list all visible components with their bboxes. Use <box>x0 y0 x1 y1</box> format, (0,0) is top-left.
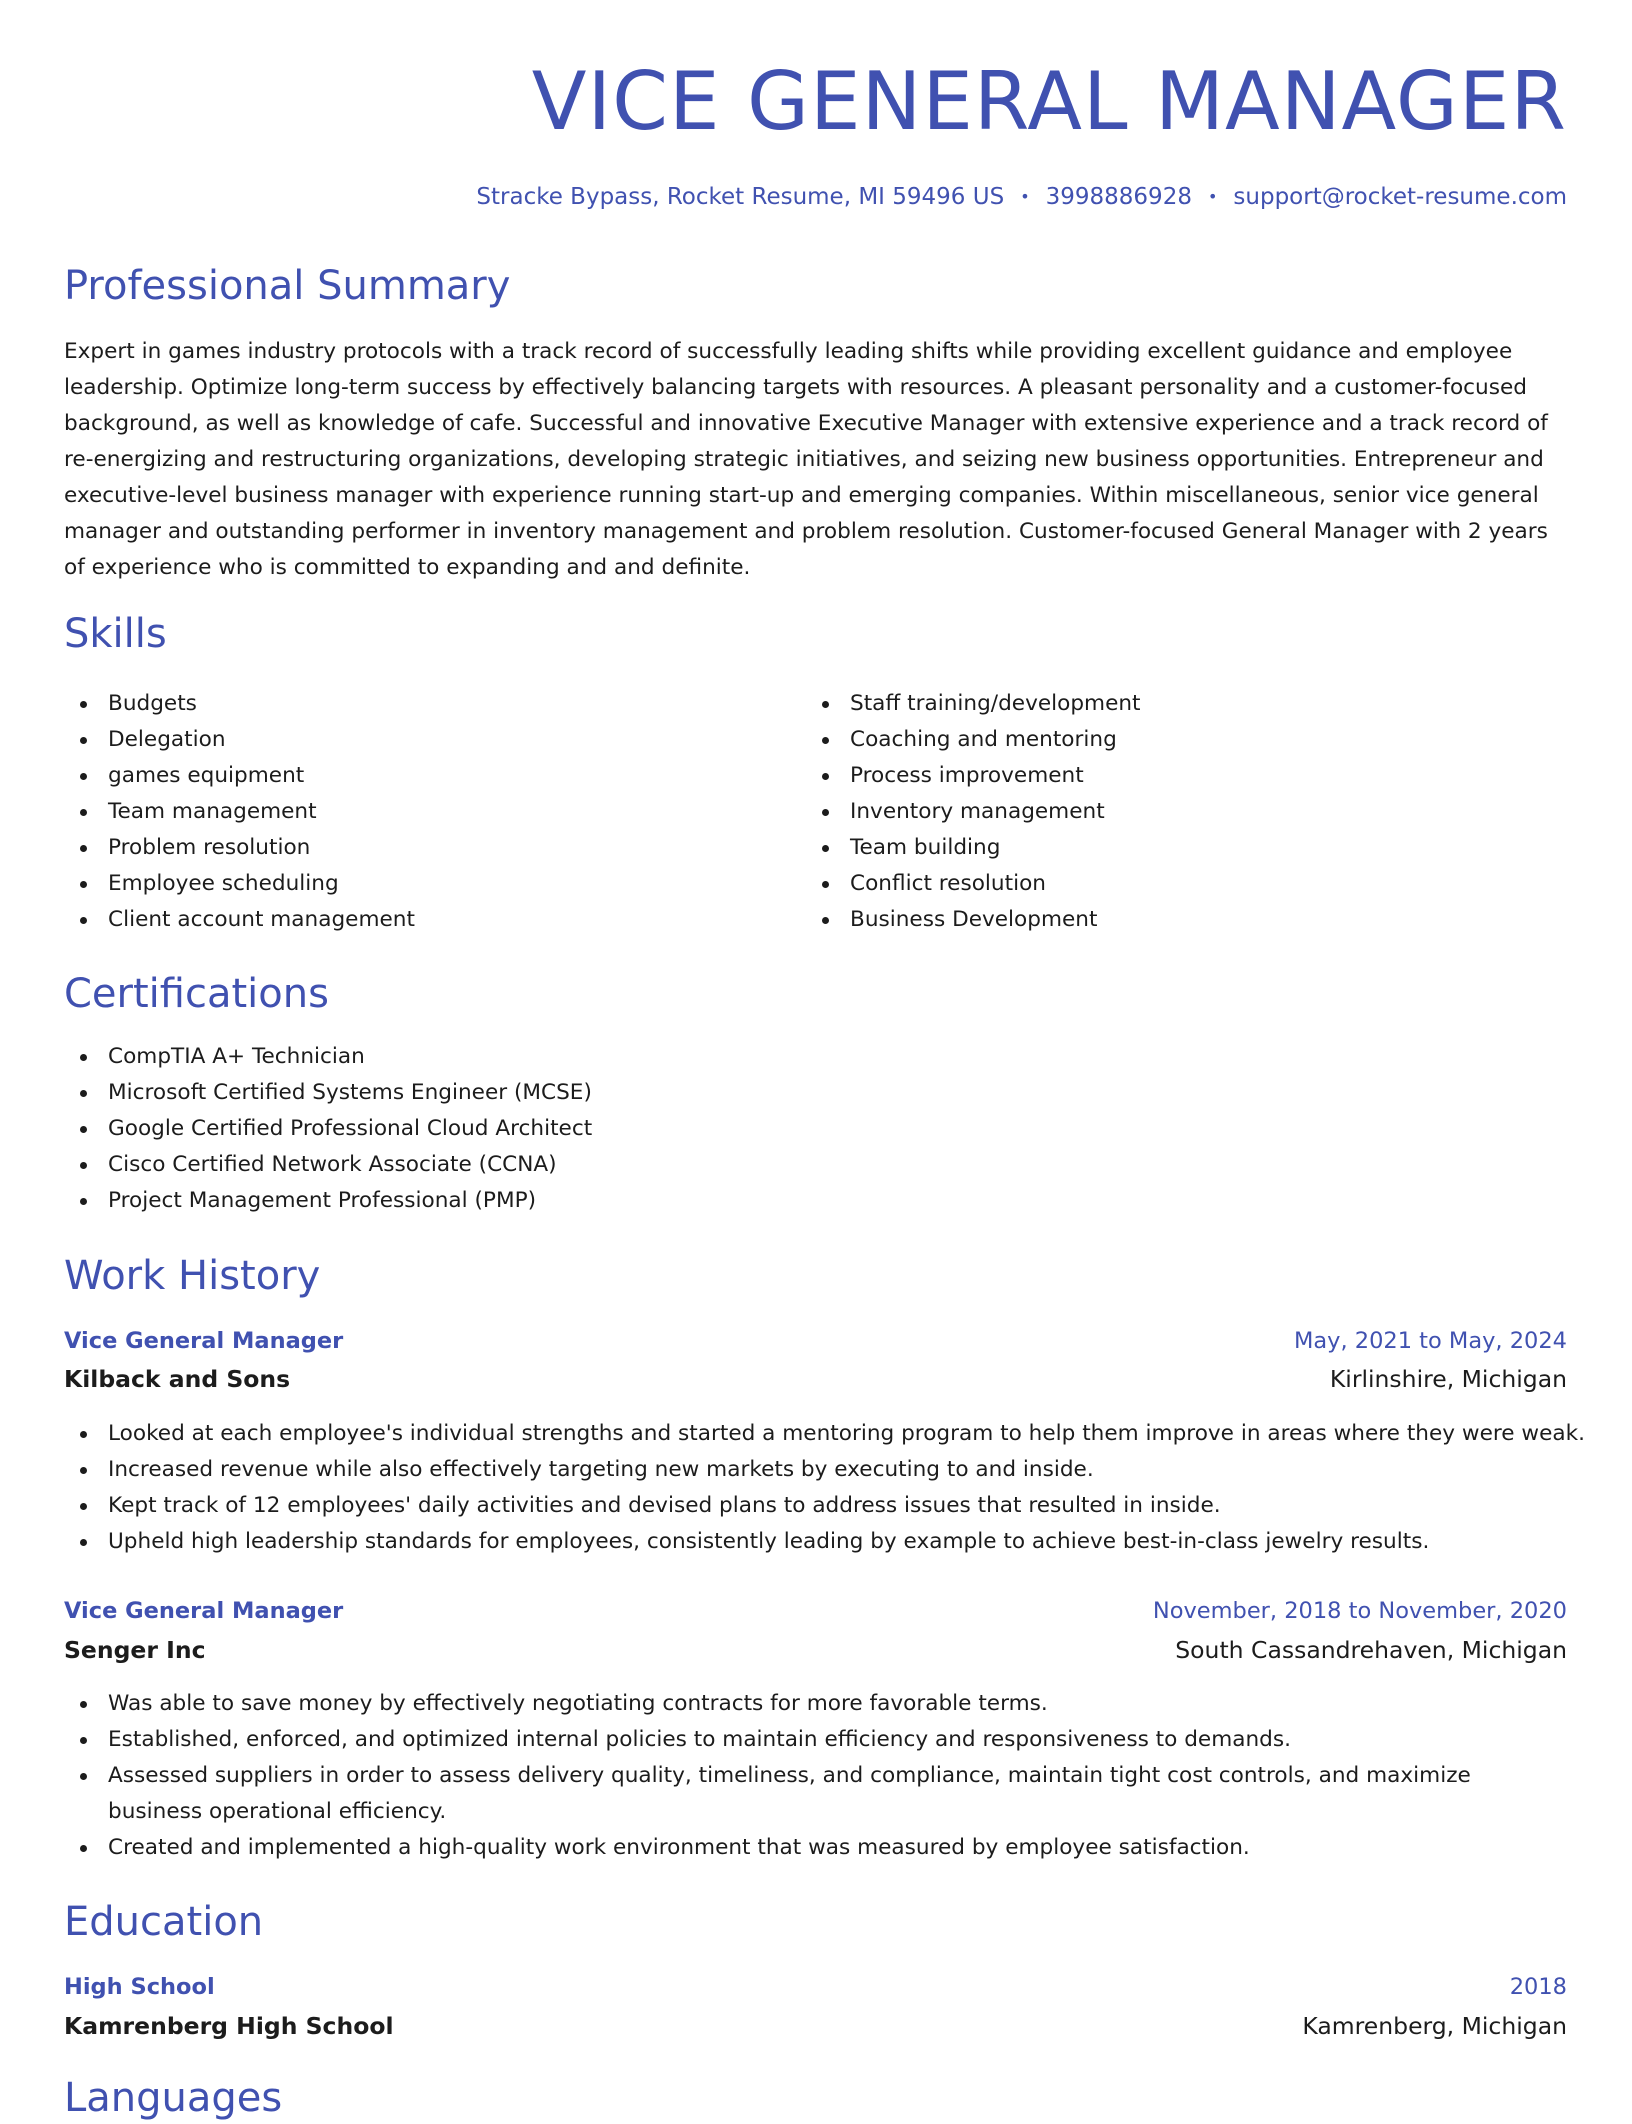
resume-name-title: VICE GENERAL MANAGER <box>531 55 1567 148</box>
education-year: 2018 <box>1509 1974 1567 2000</box>
certifications-heading: Certifications <box>64 971 329 1017</box>
certification-item: Google Certified Professional Cloud Architect <box>64 1111 1567 1147</box>
skill-item: Conflict resolution <box>806 866 1506 902</box>
contact-line <box>476 181 1567 213</box>
skill-item: Employee scheduling <box>64 866 764 902</box>
job-bullets <box>64 1416 1585 1560</box>
job-bullet: Established, enforced, and optimized internal policies to maintain efficiency and responsiveness to demands. <box>64 1722 1567 1758</box>
summary-text: Expert in games industry protocols with a track record of successfully leading shifts while providing excellent guidance and employee leadership. Optimize long-term success by effectively balancing targets with resources. A pleasant personality and a customer-focused background, as well as knowledge of cafe. Successful and innovative Executive Manager with extensive experience and a track record of re-energizing and restructuring organizations, developing strategic initiatives, and seizing new business opportunities. Entrepreneur and executive-level business manager with experience running start-up and emerging companies. Within miscellaneous, senior vice general manager and outstanding performer in inventory management and problem resolution. Customer-focused General Manager with 2 years of experience who is committed to expanding and and definite. <box>64 339 1548 580</box>
contact-address: Stracke Bypass, Rocket Resume, MI 59496 US <box>476 184 1005 210</box>
job-bullets <box>64 1686 1567 1866</box>
certification-item: Cisco Certified Network Associate (CCNA) <box>64 1147 1567 1183</box>
certification-item: Project Management Professional (PMP) <box>64 1183 1567 1219</box>
skill-item: Team management <box>64 794 764 830</box>
job-location: South Cassandrehaven, Michigan <box>1175 1636 1567 1664</box>
skill-item: Coaching and mentoring <box>806 722 1506 758</box>
job-bullet: Looked at each employee's individual strengths and started a mentoring program to help them improve in areas where they were weak. <box>64 1416 1567 1452</box>
job-subheader <box>64 1633 1567 1667</box>
skill-item: Staff training/development <box>806 686 1506 722</box>
job-role: Vice General Manager <box>64 1598 344 1624</box>
job-bullet: Kept track of 12 employees' daily activities and devised plans to address issues that resulted in inside. <box>64 1488 1567 1524</box>
skills-list-left <box>64 686 764 938</box>
skill-item: Process improvement <box>806 758 1506 794</box>
skill-item: Inventory management <box>806 794 1506 830</box>
education-header <box>64 1971 1567 2003</box>
job-bullet: Increased revenue while also effectively targeting new markets by executing to and inside. <box>64 1452 1567 1488</box>
contact-separator: • <box>1020 187 1030 206</box>
education-subheader <box>64 2009 1567 2043</box>
job-dates: November, 2018 to November, 2020 <box>1152 1598 1567 1624</box>
contact-separator: • <box>1207 187 1218 206</box>
job-bullet: Upheld high leadership standards for employees, consistently leading by example to achieve best-in-class jewelry results. <box>64 1524 1567 1560</box>
skill-item: Problem resolution <box>64 830 764 866</box>
skill-item: Team building <box>806 830 1506 866</box>
job-header <box>64 1325 1567 1357</box>
contact-email[interactable]: support@rocket-resume.com <box>1233 184 1567 210</box>
certification-item: Microsoft Certified Systems Engineer (MCSE) <box>64 1075 1567 1111</box>
job-header <box>64 1595 1567 1627</box>
work-history-heading: Work History <box>64 1253 321 1299</box>
education-heading: Education <box>64 1899 264 1945</box>
job-dates: May, 2021 to May, 2024 <box>1293 1328 1567 1354</box>
certification-item: CompTIA A+ Technician <box>64 1039 1567 1075</box>
education-degree: High School <box>64 1974 215 2000</box>
languages-heading: Languages <box>64 2075 283 2121</box>
job-bullet: Created and implemented a high-quality work environment that was measured by employee satisfaction. <box>64 1830 1567 1866</box>
skill-item: games equipment <box>64 758 764 794</box>
job-company: Kilback and Sons <box>64 1365 291 1393</box>
skills-heading: Skills <box>64 611 167 657</box>
skill-item: Business Development <box>806 902 1506 938</box>
job-subheader <box>64 1362 1567 1396</box>
job-company: Senger Inc <box>64 1636 206 1664</box>
skill-item: Client account management <box>64 902 764 938</box>
skill-item: Budgets <box>64 686 764 722</box>
skills-list-right <box>806 686 1506 938</box>
job-bullet: Assessed suppliers in order to assess delivery quality, timeliness, and compliance, maintain tight cost controls, and maximize business operational efficiency. <box>64 1758 1567 1830</box>
job-bullet: Was able to save money by effectively negotiating contracts for more favorable terms. <box>64 1686 1567 1722</box>
job-location: Kirlinshire, Michigan <box>1329 1365 1567 1393</box>
job-role: Vice General Manager <box>64 1328 344 1354</box>
education-school: Kamrenberg High School <box>64 2012 394 2040</box>
education-location: Kamrenberg, Michigan <box>1302 2012 1567 2040</box>
summary-heading: Professional Summary <box>64 263 511 309</box>
certifications-list <box>64 1039 1567 1219</box>
contact-phone: 3998886928 <box>1045 184 1192 210</box>
skill-item: Delegation <box>64 722 764 758</box>
